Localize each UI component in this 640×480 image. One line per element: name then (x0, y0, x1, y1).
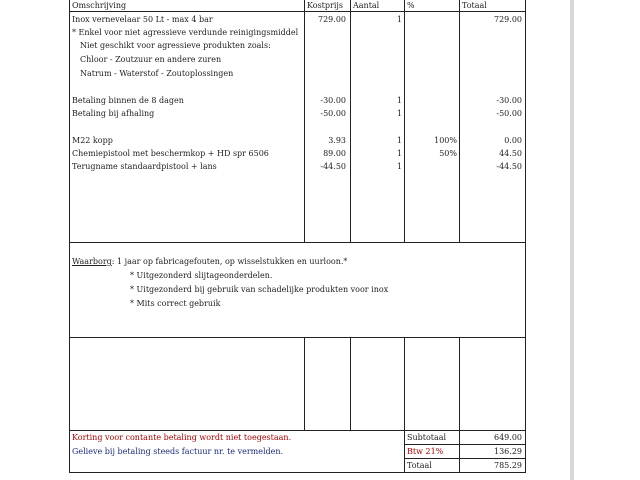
line-percent: 50% (439, 149, 457, 158)
notice-cash-discount: Korting voor contante betaling wordt niet toegestaan. (72, 433, 292, 442)
warranty-note: * Mits correct gebruik (130, 299, 221, 308)
vat-line (404, 458, 526, 459)
footer-top-line (69, 430, 526, 431)
line-unit-price: -50.00 (320, 109, 346, 118)
warranty-note: * Uitgezonderd slijtageonderdelen. (130, 271, 273, 280)
line-description: M22 kopp (72, 136, 113, 145)
total-label: Totaal (407, 461, 432, 470)
col-divider-pct-2 (404, 337, 405, 473)
header-bottom-line (69, 11, 526, 12)
table-border-left (69, 0, 70, 473)
line-unit-price: 3.93 (328, 136, 346, 145)
line-quantity: 1 (396, 162, 402, 171)
line-total: 729.00 (494, 15, 522, 24)
line-description: Chloor - Zoutzuur en andere zuren (80, 55, 222, 64)
header-percent: % (407, 1, 415, 10)
line-unit-price: 729.00 (318, 15, 346, 24)
line-unit-price: 89.00 (323, 149, 346, 158)
line-unit-price: -44.50 (320, 162, 346, 171)
line-total: -30.00 (496, 96, 522, 105)
page-shadow (570, 0, 574, 480)
header-quantity: Aantal (353, 1, 380, 10)
vat-label: Btw 21% (407, 447, 444, 456)
col-divider-price (304, 0, 305, 242)
subtotal-label: Subtotaal (407, 433, 447, 442)
line-description: Chemiepistool met beschermkop + HD spr 6506 (72, 149, 269, 158)
line-quantity: 1 (396, 136, 402, 145)
line-description: Betaling binnen de 8 dagen (72, 96, 184, 105)
warranty-top-line (69, 242, 526, 243)
line-quantity: 1 (396, 149, 402, 158)
warranty-note: * Uitgezonderd bij gebruik van schadelijke produkten voor inox (130, 285, 389, 294)
warranty-bottom-line (69, 337, 526, 338)
line-quantity: 1 (396, 96, 402, 105)
subtotal-value: 649.00 (494, 433, 522, 442)
line-total: -50.00 (496, 109, 522, 118)
col-divider-price-2 (304, 337, 305, 430)
warranty-label: Waarborg (72, 257, 112, 266)
line-description: Terugname standaardpistool + lans (72, 162, 217, 171)
header-unit-price: Kostprijs (307, 1, 343, 10)
line-description: Inox vernevelaar 50 Lt - max 4 bar (72, 15, 213, 24)
line-unit-price: -30.00 (320, 96, 346, 105)
table-border-right (525, 0, 526, 473)
line-total: 0.00 (504, 136, 522, 145)
table-bottom-line (69, 472, 526, 473)
line-description: * Enkel voor niet agressieve verdunde reinigingsmiddel (72, 28, 299, 37)
col-divider-pct (404, 0, 405, 242)
col-divider-total (459, 0, 460, 242)
warranty-line (72, 257, 347, 267)
line-total: -44.50 (496, 162, 522, 171)
subtotal-line (404, 444, 526, 445)
line-quantity: 1 (396, 109, 402, 118)
header-description: Omschrijving (72, 1, 127, 10)
col-divider-qty-2 (350, 337, 351, 430)
line-quantity: 1 (396, 15, 402, 24)
notice-invoice-number: Gelieve bij betaling steeds factuur nr. te vermelden. (72, 447, 284, 456)
warranty-text: : 1 jaar op fabricagefouten, op wisselstukken en uurloon.* (111, 257, 348, 266)
line-percent: 100% (434, 136, 457, 145)
line-description: Natrum - Waterstof - Zoutoplossingen (80, 69, 234, 78)
header-total: Totaal (462, 1, 487, 10)
line-description: Betaling bij afhaling (72, 109, 155, 118)
vat-value: 136.29 (494, 447, 522, 456)
line-total: 44.50 (499, 149, 522, 158)
total-value: 785.29 (494, 461, 522, 470)
line-description: Niet geschikt voor agressieve produkten zoals: (80, 41, 271, 50)
col-divider-qty (350, 0, 351, 242)
